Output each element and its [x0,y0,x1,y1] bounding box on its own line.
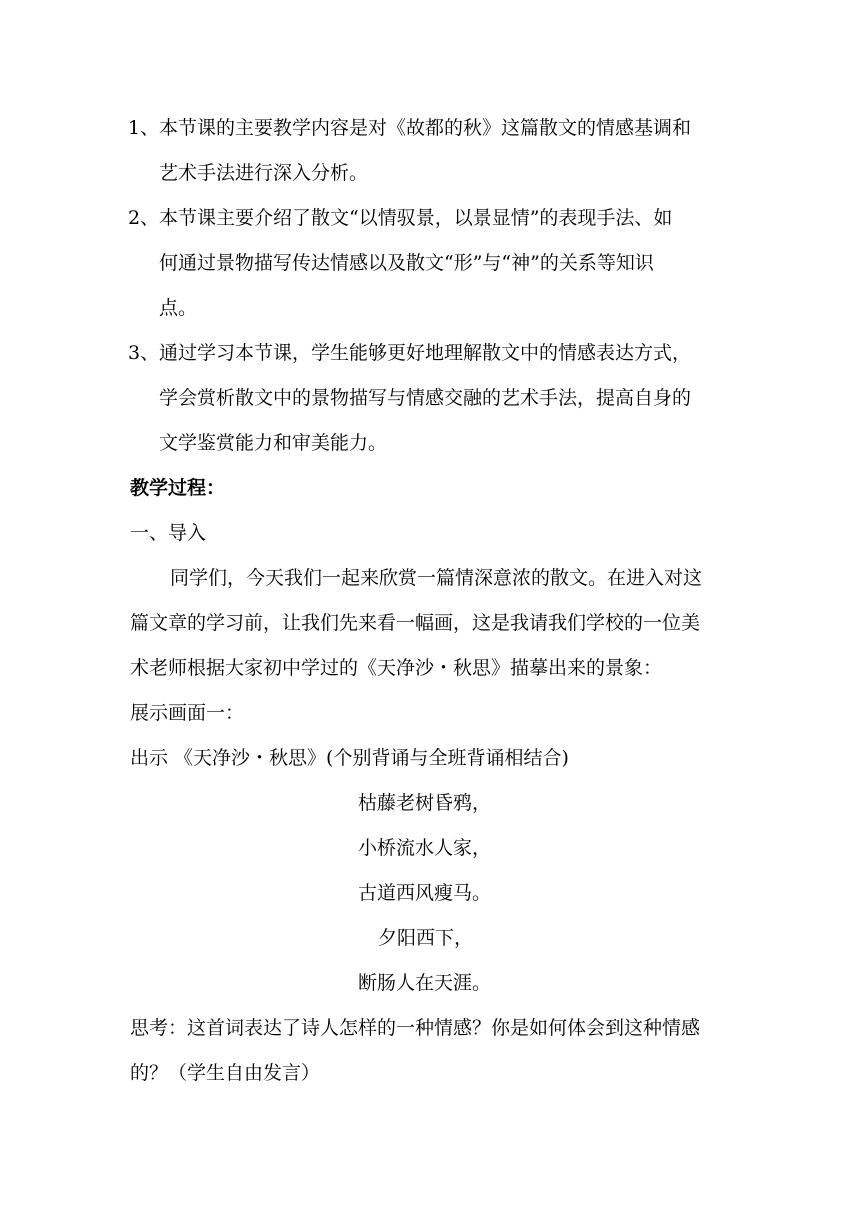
objective-2-line-1: 本节课主要介绍了散文“以情驭景，以景显情”的表现手法、如 [159,207,673,229]
objective-1-number: 1、 [128,117,160,139]
objective-2-line-3: 点。 [159,297,198,319]
objective-2-line-2: 何通过景物描写传达情感以及散文“形”与“神”的关系等知识 [159,252,654,274]
objective-3-line-2: 学会赏析散文中的景物描写与情感交融的艺术手法，提高自身的 [159,387,692,409]
poem-line-5: 断肠人在天涯。 [358,972,492,994]
intro-line-1: 同学们，今天我们一起来欣赏一篇情深意浓的散文。在进入对这 [170,567,703,589]
present-poem-line: 出示 《天净沙・秋思》(个别背诵与全班背诵相结合) [130,747,569,769]
poem-line-3: 古道西风瘦马。 [358,882,492,904]
objective-3-number: 3、 [128,342,160,364]
objective-2-number: 2、 [128,207,160,229]
poem-line-2: 小桥流水人家， [358,837,492,859]
intro-line-2: 篇文章的学习前，让我们先来看一幅画，这是我请我们学校的一位美 [130,612,701,634]
intro-line-3: 术老师根据大家初中学过的《天净沙・秋思》描摹出来的景象： [130,657,663,679]
process-heading: 教学过程： [130,477,226,499]
objective-1-line-2: 艺术手法进行深入分析。 [159,162,369,184]
show-picture-label: 展示画面一： [130,702,245,724]
think-question-line-2: 的？（学生自由发言） [130,1062,321,1084]
poem-line-1: 枯藤老树昏鸦， [358,792,492,814]
objective-3-line-3: 文学鉴赏能力和审美能力。 [159,432,388,454]
section-heading: 一、导入 [130,522,207,544]
think-question-line-1: 思考：这首词表达了诗人怎样的一种情感？你是如何体会到这种情感 [130,1017,701,1039]
objective-1-line-1: 本节课的主要教学内容是对《故都的秋》这篇散文的情感基调和 [159,117,692,139]
objective-3-line-1: 通过学习本节课，学生能够更好地理解散文中的情感表达方式， [159,342,692,364]
poem-line-4: 夕阳西下， [378,927,474,949]
